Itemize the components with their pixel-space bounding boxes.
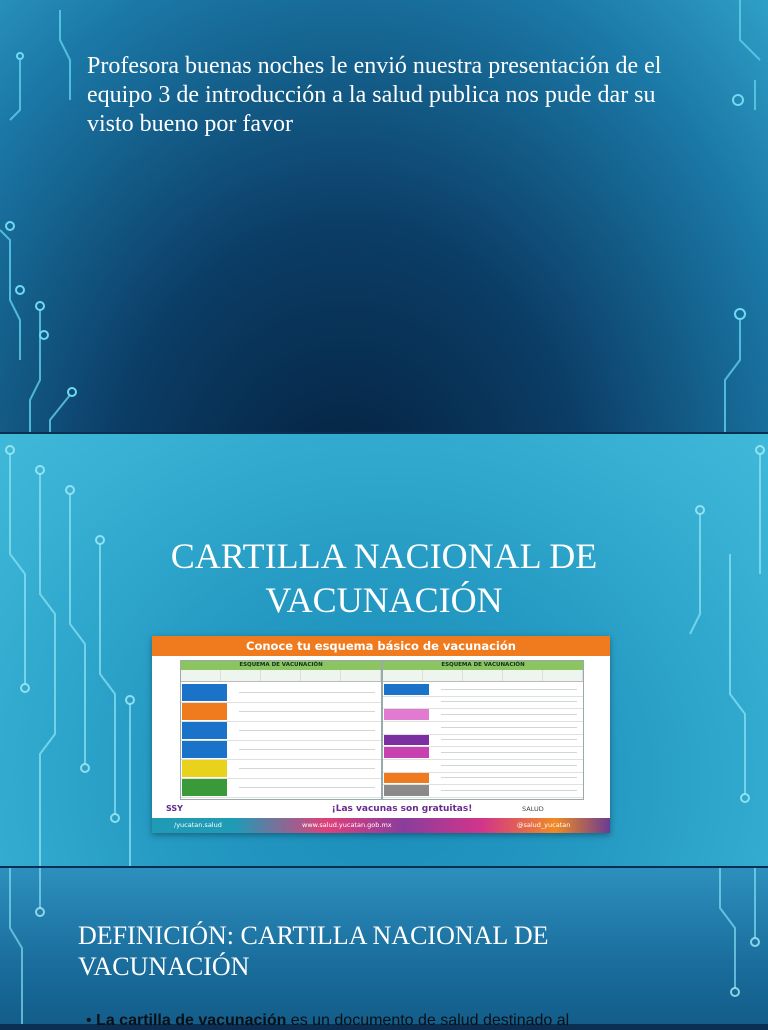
bullet: • xyxy=(86,1012,92,1029)
footer-facebook: /yucatan.salud xyxy=(174,821,222,829)
vaccine-color-swatch xyxy=(384,735,429,746)
row-rule xyxy=(441,701,577,702)
row-rule xyxy=(441,739,577,740)
row-rule xyxy=(239,749,375,750)
footer-twitter: @salud_yucatan xyxy=(517,821,571,829)
vaccination-table-left xyxy=(180,660,382,800)
table-left-columns xyxy=(181,670,381,682)
vaccine-color-swatch xyxy=(384,697,429,708)
row-rule xyxy=(441,790,577,791)
table-right-heading: ESQUEMA DE VACUNACIÓN xyxy=(383,661,583,670)
table-row xyxy=(383,721,583,735)
body-text: es un documento de salud destinado al xyxy=(286,1012,570,1029)
poster-slogan: ¡Las vacunas son gratuitas! xyxy=(331,804,473,814)
table-row xyxy=(181,683,381,703)
row-rule xyxy=(441,752,577,753)
ssy-logo: SSY xyxy=(166,804,183,813)
slide-2-title-line-2: VACUNACIÓN xyxy=(265,580,503,620)
footer-website: www.salud.yucatan.gob.mx xyxy=(302,821,392,829)
slide-1 xyxy=(0,0,768,432)
table-row xyxy=(181,721,381,741)
table-row xyxy=(383,708,583,722)
salud-logo: SALUD xyxy=(522,805,544,813)
slide-3-title xyxy=(78,920,698,982)
table-row xyxy=(383,772,583,786)
vaccine-color-swatch xyxy=(182,741,227,758)
row-rule xyxy=(441,689,577,690)
poster-footer xyxy=(152,818,610,833)
table-row xyxy=(383,784,583,798)
row-rule xyxy=(441,727,577,728)
table-row xyxy=(181,702,381,722)
vaccine-color-swatch xyxy=(384,709,429,720)
vaccine-color-swatch xyxy=(384,760,429,771)
poster-heading: Conoce tu esquema básico de vacunación xyxy=(152,636,610,656)
table-row xyxy=(383,746,583,760)
table-right-columns xyxy=(383,670,583,682)
row-rule xyxy=(441,777,577,778)
vaccine-color-swatch xyxy=(384,684,429,695)
vaccine-color-swatch xyxy=(384,747,429,758)
body-bold-term: La cartilla de vacunación xyxy=(96,1012,287,1029)
table-row xyxy=(181,759,381,779)
slide-3-title-line-1: DEFINICIÓN: CARTILLA NACIONAL DE xyxy=(78,921,549,950)
vaccination-poster xyxy=(152,636,610,833)
vaccine-color-swatch xyxy=(182,779,227,796)
table-row xyxy=(181,778,381,798)
row-rule xyxy=(239,711,375,712)
vaccination-table-right xyxy=(382,660,584,800)
vaccine-color-swatch xyxy=(182,722,227,739)
row-rule xyxy=(441,765,577,766)
row-rule xyxy=(239,730,375,731)
slide-2-title-line-1: CARTILLA NACIONAL DE xyxy=(170,536,598,576)
vaccine-color-swatch xyxy=(384,785,429,796)
table-left-heading: ESQUEMA DE VACUNACIÓN xyxy=(181,661,381,670)
table-row xyxy=(383,683,583,697)
slide-2-title xyxy=(0,534,768,622)
table-row xyxy=(383,759,583,773)
slide-3-body xyxy=(86,1012,726,1030)
table-row xyxy=(181,740,381,760)
vaccine-color-swatch xyxy=(182,760,227,777)
row-rule xyxy=(239,787,375,788)
slide-1-message: Profesora buenas noches le envió nuestra presentación de el equipo 3 de introducción a la salud publica nos pude dar su visto bueno por favor xyxy=(87,53,662,137)
table-row xyxy=(383,696,583,710)
table-row xyxy=(383,734,583,748)
vaccine-color-swatch xyxy=(384,773,429,784)
slide-3-title-line-2: VACUNACIÓN xyxy=(78,952,250,981)
vaccine-color-swatch xyxy=(182,703,227,720)
row-rule xyxy=(441,714,577,715)
vaccine-color-swatch xyxy=(182,684,227,701)
row-rule xyxy=(239,768,375,769)
row-rule xyxy=(239,692,375,693)
vaccine-color-swatch xyxy=(384,722,429,733)
